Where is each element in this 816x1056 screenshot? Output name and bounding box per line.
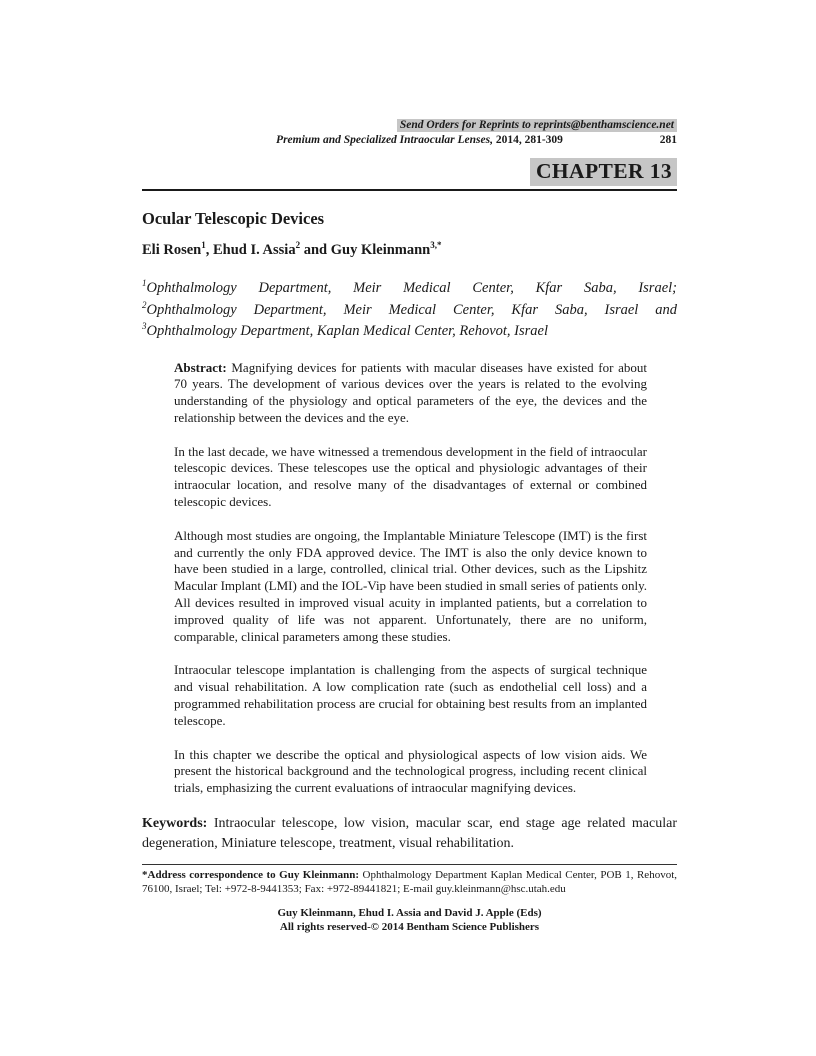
author-separator: , xyxy=(205,242,213,258)
correspondence-label: *Address correspondence to Guy Kleinmann: xyxy=(142,869,363,882)
copyright-line: All rights reserved-© 2014 Bentham Science Publishers xyxy=(279,920,540,933)
author-affiliation-mark: 2 xyxy=(295,240,301,250)
author-name: Ehud I. Assia xyxy=(212,242,296,258)
correspondence-footnote xyxy=(142,869,677,896)
page-content xyxy=(142,118,677,934)
affiliation-line xyxy=(142,278,677,300)
journal-title: Premium and Specialized Intraocular Lenses, xyxy=(276,134,493,146)
author-affiliation-mark: 1 xyxy=(201,240,206,250)
journal-line xyxy=(142,133,677,147)
abstract-paragraph xyxy=(174,528,647,646)
author-separator: and xyxy=(300,242,331,258)
journal-reference xyxy=(276,134,563,146)
author-affiliation-mark: 3,* xyxy=(430,240,442,250)
abstract-paragraph xyxy=(174,444,647,511)
reprint-notice-line xyxy=(142,118,677,132)
chapter-row xyxy=(142,158,677,186)
affiliation-text: Ophthalmology Department, Kaplan Medical Center, Rehovot, Israel xyxy=(146,323,549,339)
keywords-text: Intraocular telescope, low vision, macular scar, end stage age related macular degeneration, Miniature telescope, treatment, visual rehabilitation. xyxy=(142,816,677,852)
keywords-label: Keywords: xyxy=(142,816,214,832)
abstract-text: Intraocular telescope implantation is challenging from the aspects of surgical technique and visual rehabilitation. A low complication rate (such as endothelial cell loss) and a programmed rehabilitation process are crucial for obtaining best results from an implanted telescope. xyxy=(174,662,647,728)
abstract-text: Magnifying devices for patients with macular diseases have existed for about 70 years. The development of various devices over the years is related to the evolving understanding of the physiology and optical parameters of the eye, the devices and the relationship between the devices and the eye. xyxy=(174,359,647,425)
affiliation-mark: 3 xyxy=(142,321,147,331)
chapter-label: CHAPTER 13 xyxy=(530,158,677,186)
abstract-text: Although most studies are ongoing, the Implantable Miniature Telescope (IMT) is the first and currently the only FDA approved device. The IMT is also the only device known to have been studied in a large, controlled, clinical trial. Other devices, such as the Lipshitz Macular Implant (LMI) and the IOL-Vip have been studied in small series of patients only. All devices resulted in improved visual acuity in implanted patients, but a correlation to improved quality of life was not apparent. Unfortunately, there are no uniform, comparable, clinical parameters among these studies. xyxy=(174,527,647,644)
editors-line: Guy Kleinmann, Ehud I. Assia and David J. Apple (Eds) xyxy=(277,907,542,920)
journal-issue-pages: 2014, 281-309 xyxy=(492,134,563,146)
affiliation-line xyxy=(142,300,677,322)
abstract-paragraph xyxy=(174,360,647,427)
reprint-notice: Send Orders for Reprints to reprints@benthamscience.net xyxy=(397,119,677,132)
footnote-rule xyxy=(142,864,677,865)
correspondence-text: Ophthalmology Department Kaplan Medical Center, POB 1, Rehovot, 76100, Israel; Tel: +972-8-9441353; Fax: +972-89441821; E-mail guy.kleinmann@hsc.utah.edu xyxy=(142,869,677,895)
affiliation-text: Ophthalmology Department, Meir Medical Center, Kfar Saba, Israel and xyxy=(146,301,677,318)
affiliation-mark: 1 xyxy=(142,278,147,288)
page-number: 281 xyxy=(659,134,677,146)
author-name: Eli Rosen xyxy=(142,242,202,258)
affiliations xyxy=(142,278,677,343)
header-rule xyxy=(142,189,677,191)
publisher-credit xyxy=(142,907,677,934)
author-name: Guy Kleinmann xyxy=(330,242,431,258)
abstract-section xyxy=(142,360,677,798)
abstract-text: In the last decade, we have witnessed a tremendous development in the field of intraocular telescopic devices. These telescopes use the optical and physiologic advantages of their intraocular location, and resolve many of the disadvantages of external or combined telescopic devices. xyxy=(174,443,647,510)
abstract-text: In this chapter we describe the optical and physiological aspects of low vision aids. We present the historical background and the technological progress, including recent clinical trials, emphasizing the current evaluations of intraocular magnifying devices. xyxy=(174,746,647,796)
affiliation-text: Ophthalmology Department, Meir Medical Center, Kfar Saba, Israel; xyxy=(146,280,677,296)
affiliation-mark: 2 xyxy=(142,299,147,310)
abstract-label: Abstract: xyxy=(174,359,232,375)
abstract-paragraph xyxy=(174,747,647,797)
article-title: Ocular Telescopic Devices xyxy=(142,209,325,228)
abstract-paragraph xyxy=(174,662,647,729)
affiliation-line xyxy=(142,321,677,343)
authors-line xyxy=(142,242,677,259)
keywords-section xyxy=(142,814,677,854)
